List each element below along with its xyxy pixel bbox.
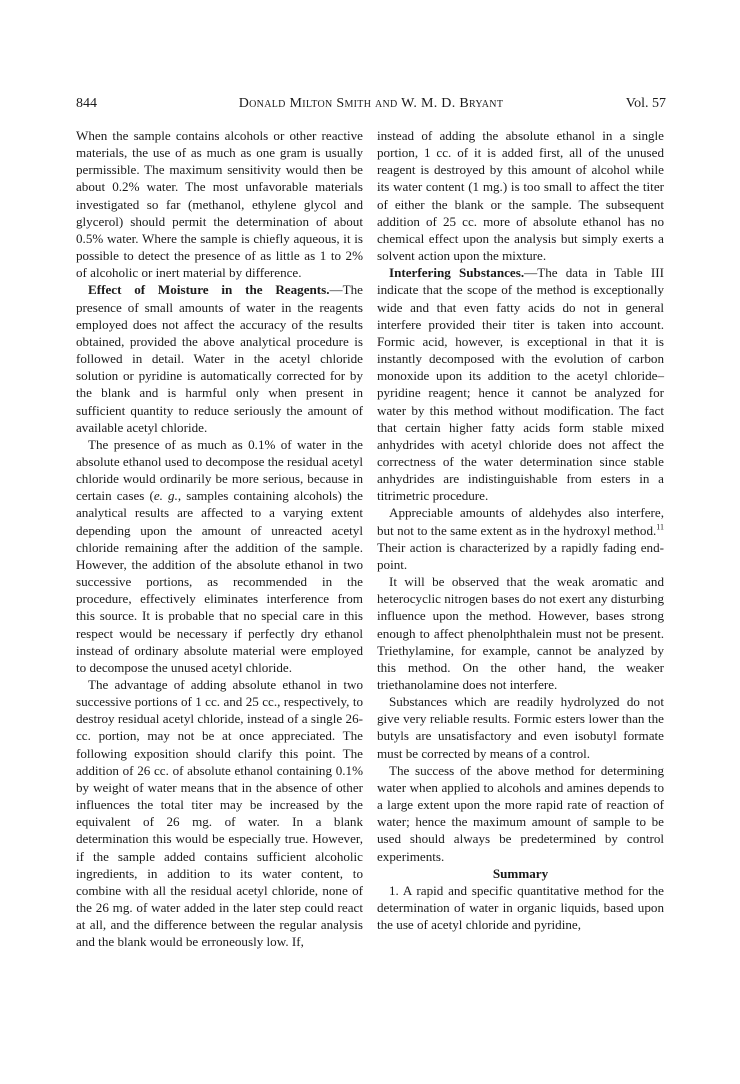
paragraph: The success of the above method for determining water when applied to alcohols and amines depends to a large extent upon the more rapid rate of reaction of water; hence the maximum amount of sample to be used should always be predetermined by control experiments.: [377, 762, 664, 864]
paragraph: [76, 436, 363, 676]
summary-heading: Summary: [492, 865, 549, 881]
right-column: [377, 127, 664, 933]
paragraph-text: The presence of as much as 0.1% of water in the absolute ethanol used to decompose the residual acetyl chloride would ordinarily be more serious, because in certain cases (: [76, 436, 363, 504]
page-number: 844: [76, 96, 97, 111]
paragraph-text: , samples containing alcohols) the analytical results are affected to a varying extent depending upon the amount of unreacted acetyl chloride remaining after the addition of the sample. However, the addition of the absolute ethanol in two successive portions, as recommended in the procedure, effectively eliminates interference from this source. It is probable that no special care in this respect would be necessary if perfectly dry ethanol instead of ordinary absolute material were employed to decompose the unused acetyl chloride.: [76, 488, 363, 675]
left-column: [76, 127, 363, 951]
footnote-ref: 11: [656, 522, 664, 532]
paragraph: instead of adding the absolute ethanol in a single portion, 1 cc. of it is added first, all of the unused reagent is destroyed by this amount of alcohol while its water content (1 mg.) is too small to affect the titer of either the blank or the sample. The subsequent addition of 25 cc. more of absolute ethanol has no chemical effect upon the analysis but simply exerts a solvent action upon the mixture.: [377, 128, 664, 264]
page-header: [76, 96, 666, 118]
paragraph-text: —The presence of small amounts of water in the reagents employed does not affect the accuracy of the results obtained, provided the above analytical procedure is followed in detail. Water in the acetyl chloride solution or pyridine is automatically corrected for by the blank and is harmful only when present in sufficient quantity to reduce seriously the amount of available acetyl chloride.: [76, 282, 363, 435]
summary-item: 1. A rapid and specific quantitative method for the determination of water in organic liquids, based upon the use of acetyl chloride and pyridine,: [377, 882, 664, 933]
running-head: Donald Milton Smith and W. M. D. Bryant: [238, 96, 504, 111]
paragraph: [377, 504, 664, 573]
italic-text: e. g.: [153, 488, 178, 504]
paragraph: When the sample contains alcohols or other reactive materials, the use of as much as one gram is usually permissible. The maximum sensitivity would then be about 0.2% water. The most unfavorable materials investigated so far (methanol, ethylene glycol and glycerol) should permit the determination of about 0.5% water. Where the sample is chiefly aqueous, it is possible to detect the presence of as little as 1 to 2% of alcoholic or inert material by difference.: [76, 128, 363, 281]
section-heading: Effect of Moisture in the Reagents.: [88, 282, 330, 298]
paragraph: [377, 264, 664, 504]
section-heading: Interfering Substances.: [389, 265, 525, 281]
paragraph: Substances which are readily hydrolyzed do not give very reliable results. Formic esters lower than the butyls are unsatisfactory and even isobutyl formate must be corrected by means of a control.: [377, 694, 664, 761]
paragraph-text: —The data in Table III indicate that the scope of the method is exceptionally wide and that even fatty acids do not in general interfere provided their titer is taken into account. Formic acid, however, is exceptional in that it is instantly decomposed with the evolution of carbon monoxide upon its addition to the acetyl chloride–pyridine reagent; hence it cannot be analyzed for water by this method without modification. The fact that certain higher fatty acids form stable mixed anhydrides with acetyl chloride does not affect the correctness of the water determination since stable anhydrides are indistinguishable from esters in a titrimetric procedure.: [377, 265, 664, 504]
paragraph: [76, 281, 363, 435]
paragraph: It will be observed that the weak aromatic and heterocyclic nitrogen bases do not exert any disturbing influence upon the method. However, bases strong enough to affect phenolphthalein must not be present. Triethylamine, for example, cannot be analyzed by this method. On the other hand, the weaker triethanolamine does not interfere.: [377, 574, 664, 692]
volume-label: Vol. 57: [625, 96, 666, 111]
paragraph-text: Appreciable amounts of aldehydes also interfere, but not to the same extent as in the hydroxyl method.: [377, 505, 664, 538]
paragraph-text: Their action is characterized by a rapidly fading end-point.: [377, 539, 664, 572]
paragraph: The advantage of adding absolute ethanol in two successive portions of 1 cc. and 25 cc., respectively, to destroy residual acetyl chloride, instead of a single 26-cc. portion, may not be at once appreciated. The following exposition should clarify this point. The addition of 26 cc. of absolute ethanol containing 0.1% by weight of water means that in the absence of other influences the total titer may be increased by the equivalent of 26 mg. of water. In a blank determination this would be especially true. However, if the sample added contains sufficient alcoholic ingredients, in addition to its water content, to combine with all the residual acetyl chloride, none of the 26 mg. of water added in the later step could react at all, and the difference between the regular analysis and the blank would be erroneously low. If,: [76, 677, 363, 950]
